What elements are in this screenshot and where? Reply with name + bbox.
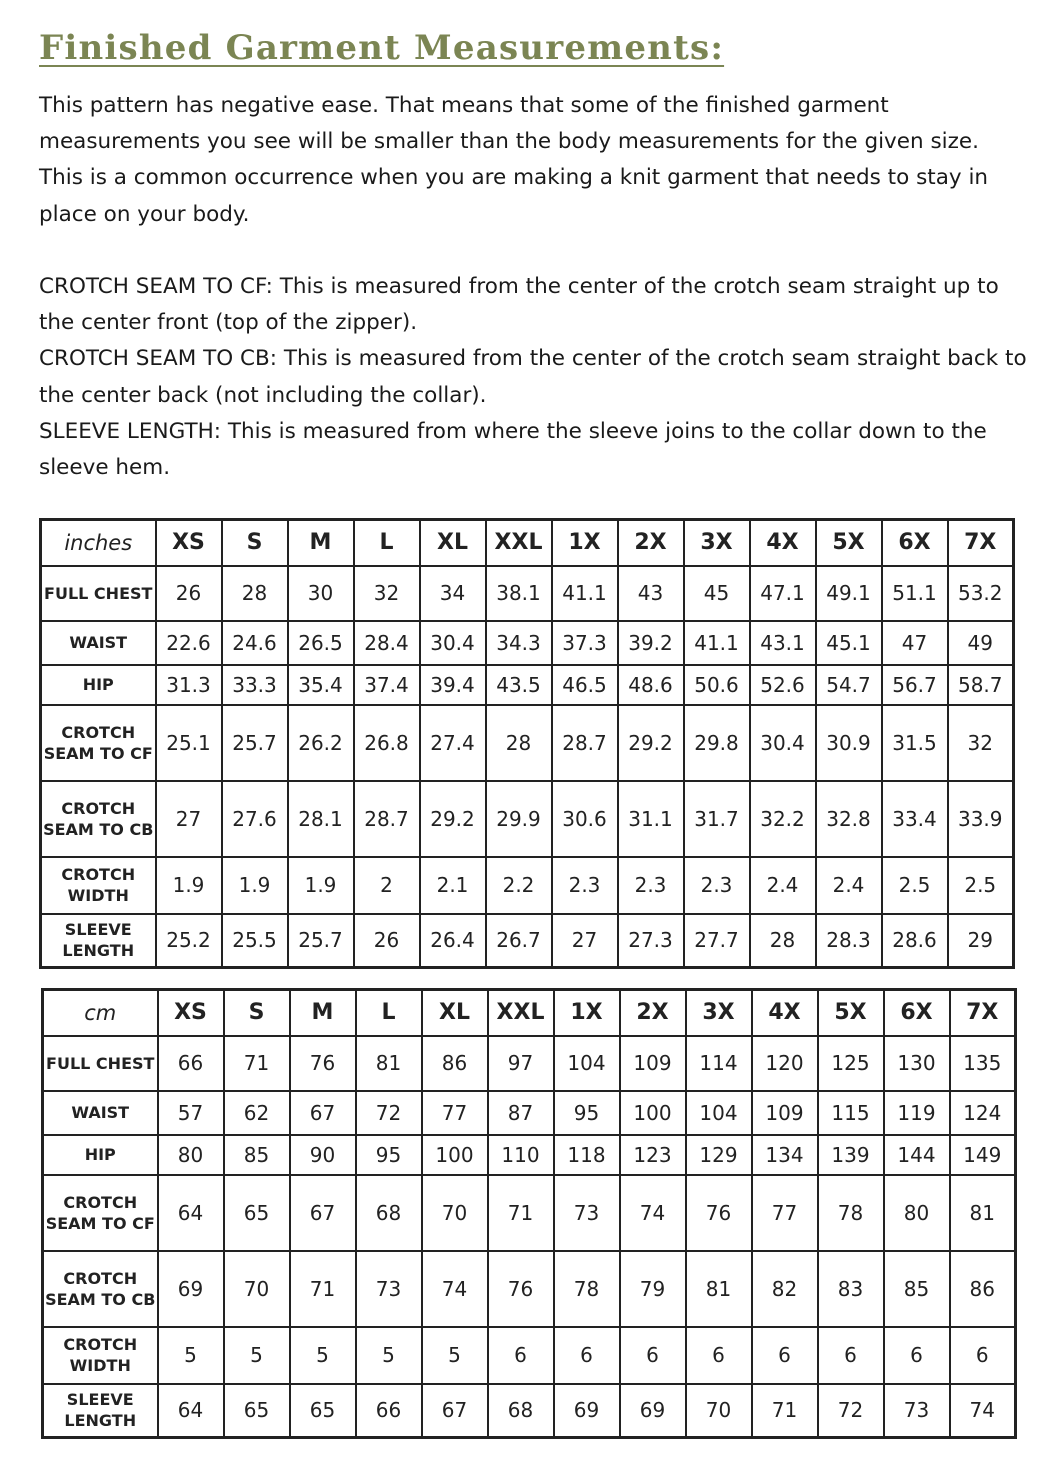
table-cell: 80: [884, 1175, 950, 1251]
table-cell: 95: [356, 1135, 422, 1175]
table-cell: 52.6: [750, 665, 816, 705]
size-header: 4X: [752, 990, 818, 1036]
table-cell: 78: [554, 1251, 620, 1327]
table-cell: 81: [950, 1175, 1016, 1251]
table-cell: 31.3: [156, 665, 222, 705]
table-cell: 35.4: [288, 665, 354, 705]
size-header: 7X: [948, 520, 1014, 566]
table-cell: 2.3: [684, 857, 750, 914]
table-cell: 45.1: [816, 621, 882, 665]
table-cell: 76: [488, 1251, 554, 1327]
table-cell: 68: [356, 1175, 422, 1251]
table-cell: 27: [156, 781, 222, 857]
table-cell: 27: [552, 914, 618, 968]
table-cell: 30.4: [750, 705, 816, 781]
table-cell: 28.6: [882, 914, 948, 968]
size-header: XL: [420, 520, 486, 566]
table-cell: 30.6: [552, 781, 618, 857]
table-cell: 130: [884, 1036, 950, 1091]
table-cell: 80: [158, 1135, 224, 1175]
size-header: L: [356, 990, 422, 1036]
table-cell: 29.8: [684, 705, 750, 781]
table-cell: 27.3: [618, 914, 684, 968]
size-header: XL: [422, 990, 488, 1036]
table-cell: 49.1: [816, 566, 882, 621]
table-cell: 6: [620, 1327, 686, 1384]
table-cell: 28.4: [354, 621, 420, 665]
table-cell: 109: [752, 1091, 818, 1135]
table-cell: 85: [224, 1135, 290, 1175]
table-cell: 118: [554, 1135, 620, 1175]
table-cell: 83: [818, 1251, 884, 1327]
row-label: WAIST: [43, 1091, 158, 1135]
table-cell: 5: [158, 1327, 224, 1384]
size-header: 4X: [750, 520, 816, 566]
size-header: M: [290, 990, 356, 1036]
table-row: [41, 781, 1014, 857]
size-header: 3X: [684, 520, 750, 566]
table-cell: 73: [554, 1175, 620, 1251]
table-cell: 72: [356, 1091, 422, 1135]
table-cell: 30.4: [420, 621, 486, 665]
table-cell: 27.7: [684, 914, 750, 968]
table-cell: 134: [752, 1135, 818, 1175]
table-cell: 33.9: [948, 781, 1014, 857]
row-label: HIP: [43, 1135, 158, 1175]
table-cell: 43: [618, 566, 684, 621]
table-cell: 71: [752, 1384, 818, 1438]
table-cell: 135: [950, 1036, 1016, 1091]
table-cell: 39.2: [618, 621, 684, 665]
definition-item: CROTCH SEAM TO CB: This is measured from the center of the crotch seam straight back to the center back (not including the collar).: [39, 346, 1027, 408]
size-header: 3X: [686, 990, 752, 1036]
table-cell: 123: [620, 1135, 686, 1175]
table-cell: 43.5: [486, 665, 552, 705]
table-cell: 2.3: [618, 857, 684, 914]
row-label: HIP: [41, 665, 156, 705]
size-header: XXL: [486, 520, 552, 566]
table-cell: 6: [884, 1327, 950, 1384]
table-cell: 2.4: [750, 857, 816, 914]
table-cell: 81: [686, 1251, 752, 1327]
table-cell: 67: [290, 1175, 356, 1251]
unit-label: cm: [43, 990, 158, 1036]
table-cell: 28.1: [288, 781, 354, 857]
table-cell: 49: [948, 621, 1014, 665]
table-cell: 31.1: [618, 781, 684, 857]
table-cell: 86: [422, 1036, 488, 1091]
size-header: XS: [158, 990, 224, 1036]
table-cell: 77: [752, 1175, 818, 1251]
table-row: [43, 1384, 1016, 1438]
table-cell: 2.5: [882, 857, 948, 914]
table-cell: 104: [686, 1091, 752, 1135]
table-cell: 67: [422, 1384, 488, 1438]
table-cell: 1.9: [222, 857, 288, 914]
table-cell: 85: [884, 1251, 950, 1327]
table-cell: 25.1: [156, 705, 222, 781]
table-cell: 2: [354, 857, 420, 914]
definition-item: SLEEVE LENGTH: This is measured from where the sleeve joins to the collar down to the sleeve hem.: [39, 418, 987, 481]
table-cell: 109: [620, 1036, 686, 1091]
table-cell: 2.5: [948, 857, 1014, 914]
table-cell: 77: [422, 1091, 488, 1135]
table-cell: 5: [422, 1327, 488, 1384]
table-cell: 30: [288, 566, 354, 621]
table-cell: 37.3: [552, 621, 618, 665]
table-cell: 69: [620, 1384, 686, 1438]
row-label: WAIST: [41, 621, 156, 665]
size-header: 5X: [818, 990, 884, 1036]
table-cell: 28.7: [354, 781, 420, 857]
table-row: [43, 1036, 1016, 1091]
table-cell: 33.3: [222, 665, 288, 705]
table-row: [41, 665, 1014, 705]
table-cell: 26: [156, 566, 222, 621]
table-cell: 28.3: [816, 914, 882, 968]
table-cell: 2.2: [486, 857, 552, 914]
table-cell: 47.1: [750, 566, 816, 621]
table-cell: 37.4: [354, 665, 420, 705]
table-cell: 47: [882, 621, 948, 665]
table-cell: 30.9: [816, 705, 882, 781]
table-cell: 66: [356, 1384, 422, 1438]
table-cell: 51.1: [882, 566, 948, 621]
table-cell: 58.7: [948, 665, 1014, 705]
table-cell: 43.1: [750, 621, 816, 665]
table-cell: 78: [818, 1175, 884, 1251]
table-cell: 74: [950, 1384, 1016, 1438]
size-header: L: [354, 520, 420, 566]
size-header: 7X: [950, 990, 1016, 1036]
table-header-row: [43, 990, 1016, 1036]
size-header: 1X: [552, 520, 618, 566]
table-cell: 34.3: [486, 621, 552, 665]
page-title: Finished Garment Measurements:: [39, 28, 725, 68]
row-label: CROTCH WIDTH: [41, 857, 156, 914]
table-cell: 29.9: [486, 781, 552, 857]
table-cell: 5: [356, 1327, 422, 1384]
table-cell: 90: [290, 1135, 356, 1175]
table-cell: 6: [752, 1327, 818, 1384]
table-cell: 79: [620, 1251, 686, 1327]
unit-label: inches: [41, 520, 156, 566]
table-cell: 65: [290, 1384, 356, 1438]
table-cell: 62: [224, 1091, 290, 1135]
table-cell: 73: [884, 1384, 950, 1438]
table-cell: 54.7: [816, 665, 882, 705]
intro-paragraph: This pattern has negative ease. That means that some of the finished garment measurements you see will be smaller than the body measurements for the given size. This is a common occurrence when you are making a knit garment that needs to stay in place on your body.: [39, 93, 989, 227]
table-cell: 129: [686, 1135, 752, 1175]
table-header-row: [41, 520, 1014, 566]
row-label: CROTCH SEAM TO CB: [41, 781, 156, 857]
table-cell: 65: [224, 1175, 290, 1251]
table-cell: 46.5: [552, 665, 618, 705]
row-label: SLEEVE LENGTH: [43, 1384, 158, 1438]
table-row: [43, 1091, 1016, 1135]
table-cell: 25.7: [288, 914, 354, 968]
row-label: CROTCH WIDTH: [43, 1327, 158, 1384]
row-label: CROTCH SEAM TO CF: [41, 705, 156, 781]
table-cell: 2.4: [816, 857, 882, 914]
table-cell: 74: [620, 1175, 686, 1251]
measurements-table-cm: [41, 988, 1017, 1439]
table-cell: 5: [224, 1327, 290, 1384]
table-cell: 31.7: [684, 781, 750, 857]
table-cell: 25.5: [222, 914, 288, 968]
table-cell: 64: [158, 1384, 224, 1438]
table-cell: 27.6: [222, 781, 288, 857]
table-cell: 27.4: [420, 705, 486, 781]
table-row: [41, 857, 1014, 914]
table-cell: 115: [818, 1091, 884, 1135]
table-cell: 5: [290, 1327, 356, 1384]
size-header: 6X: [884, 990, 950, 1036]
table-row: [43, 1251, 1016, 1327]
table-cell: 125: [818, 1036, 884, 1091]
table-cell: 70: [422, 1175, 488, 1251]
table-cell: 33.4: [882, 781, 948, 857]
table-cell: 110: [488, 1135, 554, 1175]
size-header: 5X: [816, 520, 882, 566]
table-cell: 114: [686, 1036, 752, 1091]
table-cell: 6: [686, 1327, 752, 1384]
table-cell: 29.2: [420, 781, 486, 857]
table-cell: 87: [488, 1091, 554, 1135]
table-cell: 6: [818, 1327, 884, 1384]
table-cell: 95: [554, 1091, 620, 1135]
table-cell: 50.6: [684, 665, 750, 705]
table-cell: 26.8: [354, 705, 420, 781]
table-cell: 67: [290, 1091, 356, 1135]
table-cell: 31.5: [882, 705, 948, 781]
table-cell: 144: [884, 1135, 950, 1175]
table-cell: 119: [884, 1091, 950, 1135]
table-cell: 39.4: [420, 665, 486, 705]
table-cell: 69: [554, 1384, 620, 1438]
table-cell: 69: [158, 1251, 224, 1327]
definition-item: CROTCH SEAM TO CF: This is measured from the center of the crotch seam straight up to the center front (top of the zipper).: [39, 274, 999, 336]
table-cell: 29: [948, 914, 1014, 968]
table-cell: 71: [290, 1251, 356, 1327]
table-cell: 64: [158, 1175, 224, 1251]
table-cell: 100: [620, 1091, 686, 1135]
table-cell: 32.8: [816, 781, 882, 857]
table-cell: 82: [752, 1251, 818, 1327]
table-cell: 2.1: [420, 857, 486, 914]
size-header: XXL: [488, 990, 554, 1036]
size-header: XS: [156, 520, 222, 566]
table-cell: 38.1: [486, 566, 552, 621]
size-header: 6X: [882, 520, 948, 566]
table-cell: 32: [948, 705, 1014, 781]
table-row: [43, 1135, 1016, 1175]
table-cell: 73: [356, 1251, 422, 1327]
table-cell: 120: [752, 1036, 818, 1091]
table-cell: 26: [354, 914, 420, 968]
table-cell: 22.6: [156, 621, 222, 665]
table-cell: 25.2: [156, 914, 222, 968]
table-cell: 34: [420, 566, 486, 621]
table-cell: 28: [222, 566, 288, 621]
table-cell: 2.3: [552, 857, 618, 914]
table-cell: 70: [224, 1251, 290, 1327]
table-cell: 65: [224, 1384, 290, 1438]
size-header: S: [222, 520, 288, 566]
table-cell: 25.7: [222, 705, 288, 781]
table-cell: 86: [950, 1251, 1016, 1327]
table-cell: 41.1: [684, 621, 750, 665]
table-cell: 26.4: [420, 914, 486, 968]
table-row: [41, 566, 1014, 621]
table-cell: 76: [686, 1175, 752, 1251]
table-cell: 104: [554, 1036, 620, 1091]
table-row: [41, 705, 1014, 781]
table-cell: 45: [684, 566, 750, 621]
measurements-table-inches: [39, 518, 1015, 969]
table-cell: 6: [950, 1327, 1016, 1384]
table-cell: 81: [356, 1036, 422, 1091]
table-cell: 6: [554, 1327, 620, 1384]
size-header: 1X: [554, 990, 620, 1036]
table-row: [43, 1327, 1016, 1384]
table-cell: 6: [488, 1327, 554, 1384]
table-cell: 139: [818, 1135, 884, 1175]
table-row: [41, 621, 1014, 665]
size-header: 2X: [620, 990, 686, 1036]
table-cell: 1.9: [156, 857, 222, 914]
table-cell: 53.2: [948, 566, 1014, 621]
table-cell: 124: [950, 1091, 1016, 1135]
table-cell: 72: [818, 1384, 884, 1438]
table-cell: 74: [422, 1251, 488, 1327]
row-label: SLEEVE LENGTH: [41, 914, 156, 968]
table-cell: 1.9: [288, 857, 354, 914]
row-label: CROTCH SEAM TO CB: [43, 1251, 158, 1327]
table-cell: 41.1: [552, 566, 618, 621]
table-cell: 26.2: [288, 705, 354, 781]
table-cell: 66: [158, 1036, 224, 1091]
table-row: [41, 914, 1014, 968]
table-cell: 68: [488, 1384, 554, 1438]
table-cell: 28: [750, 914, 816, 968]
table-cell: 26.7: [486, 914, 552, 968]
table-cell: 26.5: [288, 621, 354, 665]
table-cell: 28.7: [552, 705, 618, 781]
size-header: 2X: [618, 520, 684, 566]
row-label: FULL CHEST: [41, 566, 156, 621]
row-label: CROTCH SEAM TO CF: [43, 1175, 158, 1251]
table-cell: 48.6: [618, 665, 684, 705]
table-cell: 28: [486, 705, 552, 781]
table-cell: 70: [686, 1384, 752, 1438]
size-header: S: [224, 990, 290, 1036]
table-cell: 29.2: [618, 705, 684, 781]
table-cell: 71: [224, 1036, 290, 1091]
table-cell: 24.6: [222, 621, 288, 665]
table-cell: 149: [950, 1135, 1016, 1175]
table-cell: 100: [422, 1135, 488, 1175]
table-cell: 57: [158, 1091, 224, 1135]
table-cell: 56.7: [882, 665, 948, 705]
table-cell: 97: [488, 1036, 554, 1091]
table-row: [43, 1175, 1016, 1251]
table-cell: 76: [290, 1036, 356, 1091]
row-label: FULL CHEST: [43, 1036, 158, 1091]
size-header: M: [288, 520, 354, 566]
table-cell: 32.2: [750, 781, 816, 857]
table-cell: 32: [354, 566, 420, 621]
definitions: [39, 269, 1039, 486]
table-cell: 71: [488, 1175, 554, 1251]
